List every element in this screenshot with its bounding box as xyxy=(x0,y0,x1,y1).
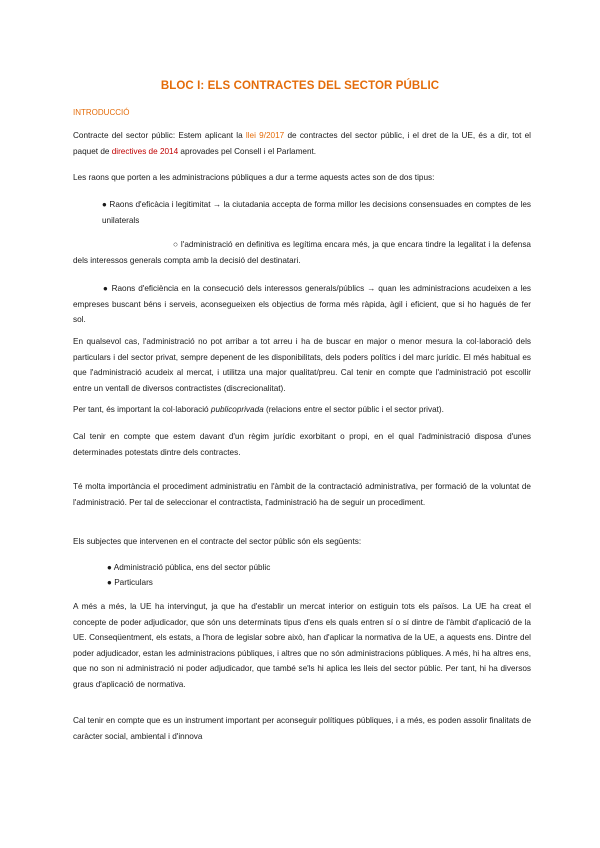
section-heading: INTRODUCCIÓ xyxy=(73,108,130,117)
bullet-efficiency: ● Raons d'eficiència en la consecució dels interessos generals/públics → quan les administracions acudeixen a les empreses buscant béns i serveis, aconsegueixen els objectius de forma més ràpida, àgil i eficient, que si ho hagués de fer sol. xyxy=(73,284,531,325)
text-run: Contracte del sector públic: Estem aplicant la xyxy=(73,131,246,140)
paragraph-subjects: Els subjectes que intervenen en el contracte del sector públic són els següents: xyxy=(73,537,362,546)
text-run: (relacions entre el sector públic i el sector privat). xyxy=(263,405,444,414)
paragraph-reasons: Les raons que porten a les administracions públiques a dur a terme aquests actes son de dos tipus: xyxy=(73,173,435,182)
list-item: ● Administració pública, ens del sector públic xyxy=(107,563,271,572)
emphasis-text: publicoprivada xyxy=(210,405,264,414)
law-reference: llei 9/2017 xyxy=(245,131,285,140)
paragraph-intro xyxy=(73,128,531,159)
paragraph-procedure: Té molta importància el procediment administratiu en l'àmbit de la contractació administrativa, per formació de la voluntat de l'administració. Per tal de seleccionar el contractista, l'administració ha de seguir un procediment. xyxy=(73,482,531,507)
directives-reference: directives de 2014 xyxy=(111,146,179,156)
text-run: Per tant, és important la col·laboració xyxy=(73,405,211,414)
paragraph-regime: Cal tenir en compte que estem davant d'un règim jurídic exorbitant o propi, en el qual l'administració disposa d'unes determinades potestats dintre dels contractes. xyxy=(73,432,531,457)
page-title: BLOC I: ELS CONTRACTES DEL SECTOR PÚBLIC xyxy=(160,80,440,92)
paragraph-public-private xyxy=(73,402,531,418)
text-run: aprovades pel Consell i el Parlament. xyxy=(178,146,317,156)
text-run: de contractes del sector públic, i el dret de la UE, és a dir, tot el paquet de xyxy=(73,131,531,156)
paragraph-instrument: Cal tenir en compte que es un instrument important per aconseguir polítiques públiques, i a més, es poden assolir finalitats de caràcter social, ambiental i d'innova xyxy=(73,716,531,741)
paragraph-eu: A més a més, la UE ha intervingut, ja que ha d'establir un mercat interior on estiguin tots els països. La UE ha creat el concepte de poder adjudicador, que són uns determinats tipus d'ens els quals entren sí o sí dintre de l'àmbit d'aplicació de la UE. Conseqüentment, els estats, a l'hora de legislar sobre això, han d'aplicar la normativa de la UE, a aquests ens. Dintre del poder adjudicador, estan les administracions públiques, i altres que no són administracions públiques. A més, hi ha altres ens, que no son ni administració ni poder adjudicador, que també se'ls hi aplica les lleis del sector públic. Per tant, hi ha diversos graus d'aplicació de normativa. xyxy=(73,602,531,689)
subbullet-legitimacy: ○ l'administració en definitiva es legítima encara més, ja que encara tindre la legalitat i la defensa dels interessos generals compta amb la decisió del destinatari. xyxy=(73,240,531,265)
bullet-efficacy: ● Raons d'eficàcia i legitimitat → la ciutadania accepta de forma millor les decisions consensuades en comptes de les unilaterals xyxy=(102,200,531,225)
list-item: ● Particulars xyxy=(107,578,153,587)
paragraph-collaboration: En qualsevol cas, l'administració no pot arribar a tot arreu i ha de buscar en major o menor mesura la col·laboració dels particulars i del sector privat, sempre depenent de les disponibilitats, dels poders polítics i del marc jurídic. El més habitual es que l'administració acudeix al mercat, i utilitza una major qualitat/preu. Cal tenir en compte que l'administració pot escollir entre un ventall de diversos contractistes (discrecionalitat). xyxy=(73,337,531,393)
